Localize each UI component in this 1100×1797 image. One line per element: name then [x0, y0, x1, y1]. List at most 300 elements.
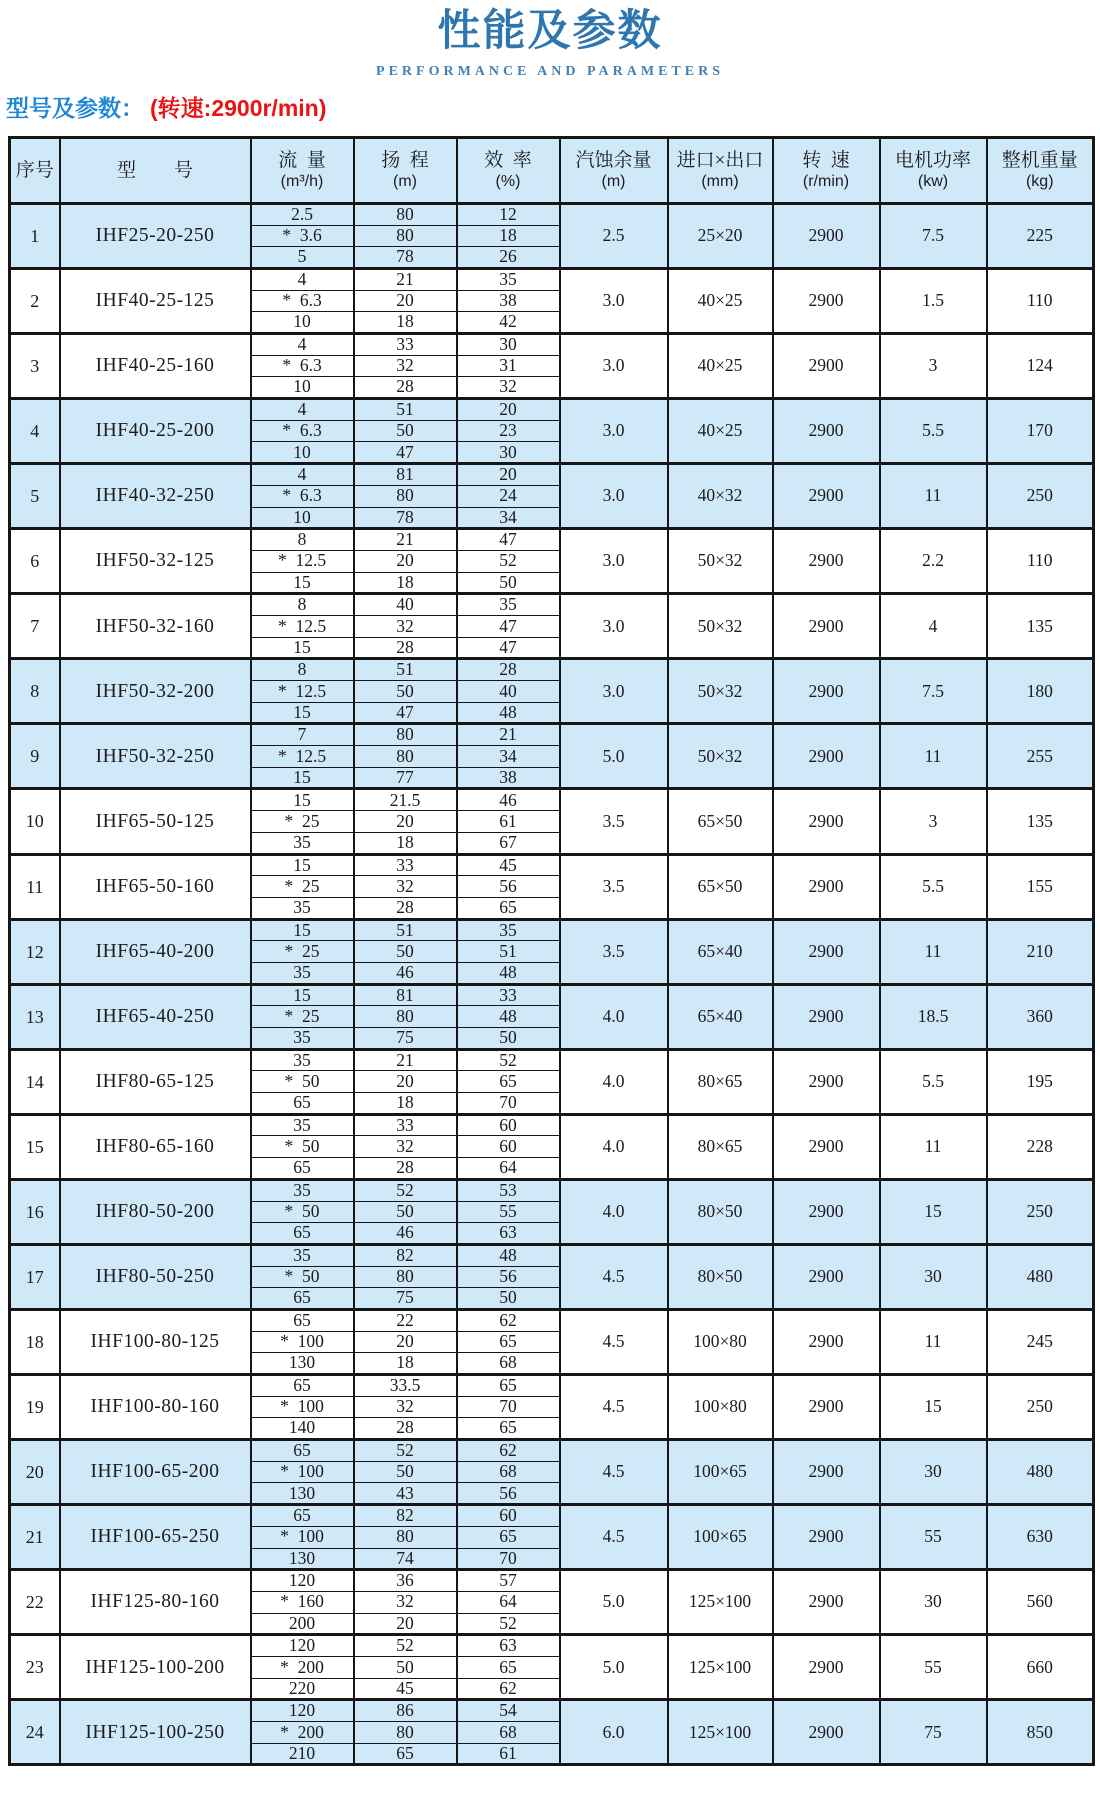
cell-head: 20 — [354, 811, 457, 833]
cell-efficiency: 35 — [457, 594, 560, 616]
cell-npsh: 4.5 — [560, 1440, 668, 1505]
cell-efficiency: 12 — [457, 203, 560, 225]
column-header-title: 序号 — [15, 159, 54, 181]
cell-head: 75 — [354, 1028, 457, 1050]
cell-head: 47 — [354, 702, 457, 724]
cell-head: 82 — [354, 1505, 457, 1527]
cell-efficiency: 65 — [457, 1375, 560, 1397]
cell-flow-rated: * 25 — [251, 876, 354, 898]
cell-model: IHF100-65-200 — [60, 1440, 251, 1505]
cell-motor-power: 15 — [880, 1179, 987, 1244]
cell-flow: 15 — [251, 789, 354, 811]
cell-flow-rated: * 200 — [251, 1722, 354, 1744]
cell-flow: 140 — [251, 1418, 354, 1440]
table-row — [10, 984, 1094, 1006]
cell-inlet-outlet: 80×50 — [668, 1179, 773, 1244]
cell-speed: 2900 — [773, 464, 880, 529]
cell-efficiency: 65 — [457, 1418, 560, 1440]
cell-motor-power: 30 — [880, 1244, 987, 1309]
cell-weight: 180 — [987, 659, 1094, 724]
cell-head: 50 — [354, 1461, 457, 1483]
cell-head: 20 — [354, 1613, 457, 1635]
cell-head: 46 — [354, 1223, 457, 1245]
cell-flow-rated: * 100 — [251, 1396, 354, 1418]
cell-flow-rated: * 25 — [251, 941, 354, 963]
table-row — [10, 854, 1094, 876]
cell-efficiency: 33 — [457, 984, 560, 1006]
cell-flow: 10 — [251, 507, 354, 529]
cell-model: IHF100-65-250 — [60, 1505, 251, 1570]
cell-inlet-outlet: 100×80 — [668, 1375, 773, 1440]
cell-head: 80 — [354, 225, 457, 247]
cell-weight: 210 — [987, 919, 1094, 984]
column-header-title: 电机功率 — [894, 150, 971, 172]
cell-efficiency: 64 — [457, 1158, 560, 1180]
cell-flow-rated: * 6.3 — [251, 355, 354, 377]
cell-flow-rated: * 100 — [251, 1461, 354, 1483]
cell-efficiency: 60 — [457, 1505, 560, 1527]
cell-motor-power: 3 — [880, 334, 987, 399]
cell-efficiency: 21 — [457, 724, 560, 746]
cell-motor-power: 11 — [880, 1114, 987, 1179]
table-row — [10, 1570, 1094, 1592]
cell-serial-number: 17 — [10, 1244, 60, 1309]
column-header-unit: (kw) — [917, 173, 949, 191]
cell-serial-number: 22 — [10, 1570, 60, 1635]
cell-efficiency: 47 — [457, 529, 560, 551]
table-header — [10, 137, 1094, 203]
cell-efficiency: 48 — [457, 702, 560, 724]
cell-weight: 110 — [987, 268, 1094, 333]
cell-npsh: 4.0 — [560, 984, 668, 1049]
column-header-unit: (m³/h) — [280, 173, 324, 191]
cell-head: 86 — [354, 1700, 457, 1722]
table-row — [10, 594, 1094, 616]
table-row — [10, 1635, 1094, 1657]
cell-serial-number: 10 — [10, 789, 60, 854]
cell-weight: 250 — [987, 1375, 1094, 1440]
cell-inlet-outlet: 125×100 — [668, 1570, 773, 1635]
cell-flow: 65 — [251, 1440, 354, 1462]
cell-head: 47 — [354, 442, 457, 464]
column-header-title: 转 速 — [802, 150, 850, 172]
cell-flow: 15 — [251, 702, 354, 724]
cell-inlet-outlet: 25×20 — [668, 203, 773, 268]
cell-flow-rated: * 12.5 — [251, 746, 354, 768]
header-row — [10, 137, 1094, 203]
cell-npsh: 2.5 — [560, 203, 668, 268]
cell-head: 80 — [354, 485, 457, 507]
cell-head: 33.5 — [354, 1375, 457, 1397]
cell-model: IHF125-100-200 — [60, 1635, 251, 1700]
cell-head: 50 — [354, 420, 457, 442]
cell-efficiency: 60 — [457, 1114, 560, 1136]
cell-flow: 200 — [251, 1613, 354, 1635]
page-title: 性能及参数 — [437, 7, 663, 55]
cell-head: 28 — [354, 637, 457, 659]
cell-serial-number: 20 — [10, 1440, 60, 1505]
column-header-0 — [10, 137, 60, 203]
cell-weight: 124 — [987, 334, 1094, 399]
cell-npsh: 3.0 — [560, 659, 668, 724]
cell-head: 20 — [354, 290, 457, 312]
column-header-title: 效 率 — [484, 150, 532, 172]
table-row — [10, 1114, 1094, 1136]
cell-serial-number: 13 — [10, 984, 60, 1049]
cell-model: IHF65-40-200 — [60, 919, 251, 984]
cell-speed: 2900 — [773, 334, 880, 399]
cell-head: 65 — [354, 1743, 457, 1765]
cell-weight: 155 — [987, 854, 1094, 919]
cell-efficiency: 24 — [457, 485, 560, 507]
cell-flow: 15 — [251, 637, 354, 659]
cell-npsh: 4.0 — [560, 1049, 668, 1114]
cell-flow: 65 — [251, 1288, 354, 1310]
cell-efficiency: 63 — [457, 1635, 560, 1657]
cell-flow: 65 — [251, 1093, 354, 1115]
cell-serial-number: 24 — [10, 1700, 60, 1765]
cell-flow: 130 — [251, 1483, 354, 1505]
column-header-title: 流 量 — [278, 150, 326, 172]
cell-efficiency: 60 — [457, 1136, 560, 1158]
cell-head: 51 — [354, 659, 457, 681]
cell-motor-power: 30 — [880, 1440, 987, 1505]
cell-head: 80 — [354, 1722, 457, 1744]
cell-model: IHF25-20-250 — [60, 203, 251, 268]
cell-flow: 15 — [251, 984, 354, 1006]
cell-flow: 5 — [251, 247, 354, 269]
table-row — [10, 1244, 1094, 1266]
cell-flow: 35 — [251, 962, 354, 984]
cell-head: 78 — [354, 247, 457, 269]
cell-npsh: 3.0 — [560, 399, 668, 464]
cell-efficiency: 61 — [457, 1743, 560, 1765]
cell-head: 18 — [354, 1093, 457, 1115]
cell-head: 52 — [354, 1179, 457, 1201]
cell-motor-power: 11 — [880, 919, 987, 984]
cell-efficiency: 56 — [457, 1266, 560, 1288]
cell-flow: 35 — [251, 832, 354, 854]
column-header-8 — [880, 137, 987, 203]
cell-flow: 15 — [251, 572, 354, 594]
cell-head: 78 — [354, 507, 457, 529]
cell-inlet-outlet: 80×65 — [668, 1114, 773, 1179]
table-body — [10, 203, 1094, 1765]
cell-speed: 2900 — [773, 1440, 880, 1505]
cell-efficiency: 47 — [457, 637, 560, 659]
cell-inlet-outlet: 65×50 — [668, 789, 773, 854]
cell-weight: 110 — [987, 529, 1094, 594]
cell-weight: 245 — [987, 1309, 1094, 1374]
cell-head: 51 — [354, 399, 457, 421]
cell-flow-rated: * 6.3 — [251, 420, 354, 442]
cell-flow: 35 — [251, 897, 354, 919]
cell-head: 22 — [354, 1309, 457, 1331]
cell-weight: 250 — [987, 464, 1094, 529]
cell-efficiency: 45 — [457, 854, 560, 876]
cell-inlet-outlet: 80×50 — [668, 1244, 773, 1309]
cell-head: 81 — [354, 984, 457, 1006]
cell-flow: 130 — [251, 1353, 354, 1375]
cell-head: 33 — [354, 1114, 457, 1136]
column-header-unit: (r/min) — [802, 173, 850, 191]
cell-head: 43 — [354, 1483, 457, 1505]
cell-motor-power: 18.5 — [880, 984, 987, 1049]
cell-inlet-outlet: 100×80 — [668, 1309, 773, 1374]
cell-efficiency: 32 — [457, 377, 560, 399]
cell-flow: 15 — [251, 767, 354, 789]
cell-flow: 120 — [251, 1700, 354, 1722]
cell-efficiency: 48 — [457, 1006, 560, 1028]
cell-motor-power: 11 — [880, 724, 987, 789]
cell-flow-rated: * 25 — [251, 811, 354, 833]
cell-head: 20 — [354, 550, 457, 572]
cell-weight: 135 — [987, 594, 1094, 659]
cell-head: 33 — [354, 854, 457, 876]
cell-efficiency: 42 — [457, 312, 560, 334]
cell-weight: 170 — [987, 399, 1094, 464]
cell-efficiency: 48 — [457, 962, 560, 984]
cell-efficiency: 56 — [457, 876, 560, 898]
cell-head: 82 — [354, 1244, 457, 1266]
cell-npsh: 3.5 — [560, 854, 668, 919]
cell-efficiency: 62 — [457, 1440, 560, 1462]
cell-efficiency: 62 — [457, 1309, 560, 1331]
cell-serial-number: 9 — [10, 724, 60, 789]
cell-efficiency: 65 — [457, 1526, 560, 1548]
cell-inlet-outlet: 50×32 — [668, 529, 773, 594]
cell-motor-power: 11 — [880, 464, 987, 529]
cell-flow: 4 — [251, 268, 354, 290]
cell-inlet-outlet: 40×25 — [668, 334, 773, 399]
cell-flow: 15 — [251, 919, 354, 941]
cell-flow: 120 — [251, 1635, 354, 1657]
cell-head: 77 — [354, 767, 457, 789]
cell-head: 18 — [354, 1353, 457, 1375]
cell-npsh: 3.0 — [560, 268, 668, 333]
cell-model: IHF40-25-125 — [60, 268, 251, 333]
cell-head: 75 — [354, 1288, 457, 1310]
cell-inlet-outlet: 125×100 — [668, 1635, 773, 1700]
column-header-unit: (mm) — [701, 173, 739, 191]
column-header-3 — [354, 137, 457, 203]
column-header-unit: (%) — [495, 173, 521, 191]
cell-speed: 2900 — [773, 984, 880, 1049]
cell-speed: 2900 — [773, 594, 880, 659]
cell-flow: 35 — [251, 1049, 354, 1071]
cell-efficiency: 46 — [457, 789, 560, 811]
cell-efficiency: 65 — [457, 897, 560, 919]
cell-head: 80 — [354, 1526, 457, 1548]
cell-head: 28 — [354, 1158, 457, 1180]
cell-speed: 2900 — [773, 399, 880, 464]
cell-flow: 15 — [251, 854, 354, 876]
cell-head: 74 — [354, 1548, 457, 1570]
cell-model: IHF50-32-200 — [60, 659, 251, 724]
cell-npsh: 3.0 — [560, 464, 668, 529]
cell-efficiency: 28 — [457, 659, 560, 681]
cell-model: IHF65-50-125 — [60, 789, 251, 854]
cell-efficiency: 47 — [457, 615, 560, 637]
cell-npsh: 4.5 — [560, 1505, 668, 1570]
cell-speed: 2900 — [773, 1700, 880, 1765]
cell-flow: 65 — [251, 1309, 354, 1331]
cell-weight: 560 — [987, 1570, 1094, 1635]
cell-flow: 35 — [251, 1244, 354, 1266]
cell-flow-rated: * 12.5 — [251, 550, 354, 572]
cell-head: 33 — [354, 334, 457, 356]
cell-flow-rated: * 50 — [251, 1136, 354, 1158]
cell-flow: 35 — [251, 1179, 354, 1201]
cell-model: IHF100-80-125 — [60, 1309, 251, 1374]
cell-efficiency: 50 — [457, 1288, 560, 1310]
cell-speed: 2900 — [773, 1635, 880, 1700]
cell-serial-number: 21 — [10, 1505, 60, 1570]
cell-efficiency: 20 — [457, 464, 560, 486]
cell-head: 80 — [354, 203, 457, 225]
cell-inlet-outlet: 100×65 — [668, 1440, 773, 1505]
cell-speed: 2900 — [773, 789, 880, 854]
cell-motor-power: 75 — [880, 1700, 987, 1765]
cell-motor-power: 7.5 — [880, 659, 987, 724]
cell-efficiency: 56 — [457, 1483, 560, 1505]
cell-head: 50 — [354, 1656, 457, 1678]
cell-speed: 2900 — [773, 1375, 880, 1440]
parameters-table — [8, 136, 1095, 1767]
cell-serial-number: 8 — [10, 659, 60, 724]
cell-head: 32 — [354, 1136, 457, 1158]
cell-weight: 360 — [987, 984, 1094, 1049]
cell-motor-power: 11 — [880, 1309, 987, 1374]
section-label: 型号及参数： — [6, 95, 144, 122]
table-row — [10, 1700, 1094, 1722]
cell-flow: 10 — [251, 377, 354, 399]
cell-serial-number: 16 — [10, 1179, 60, 1244]
cell-flow: 8 — [251, 594, 354, 616]
cell-head: 50 — [354, 1201, 457, 1223]
cell-motor-power: 7.5 — [880, 203, 987, 268]
cell-head: 51 — [354, 919, 457, 941]
cell-efficiency: 50 — [457, 1028, 560, 1050]
cell-head: 28 — [354, 1418, 457, 1440]
cell-efficiency: 34 — [457, 746, 560, 768]
cell-efficiency: 67 — [457, 832, 560, 854]
cell-head: 52 — [354, 1635, 457, 1657]
cell-efficiency: 65 — [457, 1071, 560, 1093]
cell-head: 28 — [354, 377, 457, 399]
cell-speed: 2900 — [773, 659, 880, 724]
cell-inlet-outlet: 40×25 — [668, 399, 773, 464]
cell-flow: 8 — [251, 529, 354, 551]
cell-serial-number: 3 — [10, 334, 60, 399]
cell-serial-number: 14 — [10, 1049, 60, 1114]
cell-head: 20 — [354, 1071, 457, 1093]
column-header-1 — [60, 137, 251, 203]
cell-efficiency: 70 — [457, 1093, 560, 1115]
table-row — [10, 1309, 1094, 1331]
table-row — [10, 399, 1094, 421]
cell-head: 50 — [354, 941, 457, 963]
cell-speed: 2900 — [773, 203, 880, 268]
cell-inlet-outlet: 100×65 — [668, 1505, 773, 1570]
cell-npsh: 3.0 — [560, 594, 668, 659]
cell-efficiency: 38 — [457, 767, 560, 789]
cell-efficiency: 70 — [457, 1396, 560, 1418]
page-subtitle: PERFORMANCE AND PARAMETERS — [376, 64, 724, 80]
cell-efficiency: 23 — [457, 420, 560, 442]
column-header-title: 进口×出口 — [676, 150, 764, 172]
cell-head: 32 — [354, 1396, 457, 1418]
cell-npsh: 4.5 — [560, 1244, 668, 1309]
cell-weight: 228 — [987, 1114, 1094, 1179]
cell-flow: 10 — [251, 442, 354, 464]
cell-serial-number: 7 — [10, 594, 60, 659]
cell-speed: 2900 — [773, 1505, 880, 1570]
cell-weight: 255 — [987, 724, 1094, 789]
cell-inlet-outlet: 65×40 — [668, 984, 773, 1049]
cell-efficiency: 61 — [457, 811, 560, 833]
cell-efficiency: 54 — [457, 1700, 560, 1722]
cell-efficiency: 31 — [457, 355, 560, 377]
cell-efficiency: 38 — [457, 290, 560, 312]
cell-inlet-outlet: 50×32 — [668, 659, 773, 724]
cell-inlet-outlet: 80×65 — [668, 1049, 773, 1114]
cell-weight: 225 — [987, 203, 1094, 268]
cell-motor-power: 30 — [880, 1570, 987, 1635]
table-row — [10, 1049, 1094, 1071]
cell-npsh: 6.0 — [560, 1700, 668, 1765]
cell-flow: 35 — [251, 1114, 354, 1136]
cell-flow: 4 — [251, 399, 354, 421]
cell-flow-rated: * 12.5 — [251, 615, 354, 637]
cell-speed: 2900 — [773, 1309, 880, 1374]
column-header-unit: (kg) — [1025, 173, 1054, 191]
cell-efficiency: 30 — [457, 334, 560, 356]
cell-head: 32 — [354, 615, 457, 637]
cell-head: 52 — [354, 1440, 457, 1462]
cell-weight: 195 — [987, 1049, 1094, 1114]
cell-flow-rated: * 50 — [251, 1071, 354, 1093]
cell-efficiency: 35 — [457, 268, 560, 290]
cell-inlet-outlet: 50×32 — [668, 594, 773, 659]
cell-head: 80 — [354, 724, 457, 746]
cell-motor-power: 1.5 — [880, 268, 987, 333]
cell-efficiency: 26 — [457, 247, 560, 269]
cell-inlet-outlet: 125×100 — [668, 1700, 773, 1765]
cell-npsh: 4.0 — [560, 1179, 668, 1244]
cell-serial-number: 4 — [10, 399, 60, 464]
cell-motor-power: 5.5 — [880, 854, 987, 919]
cell-efficiency: 65 — [457, 1656, 560, 1678]
cell-flow: 120 — [251, 1570, 354, 1592]
cell-flow: 10 — [251, 312, 354, 334]
table-row — [10, 789, 1094, 811]
column-header-9 — [987, 137, 1094, 203]
table-row — [10, 724, 1094, 746]
cell-flow-rated: * 100 — [251, 1331, 354, 1353]
cell-model: IHF40-32-250 — [60, 464, 251, 529]
cell-npsh: 5.0 — [560, 1635, 668, 1700]
cell-serial-number: 6 — [10, 529, 60, 594]
cell-head: 80 — [354, 1006, 457, 1028]
cell-flow: 65 — [251, 1375, 354, 1397]
column-header-title: 汽蚀余量 — [575, 150, 652, 172]
cell-flow-rated: * 100 — [251, 1526, 354, 1548]
cell-head: 32 — [354, 355, 457, 377]
cell-head: 50 — [354, 681, 457, 703]
cell-efficiency: 20 — [457, 399, 560, 421]
column-header-6 — [668, 137, 773, 203]
